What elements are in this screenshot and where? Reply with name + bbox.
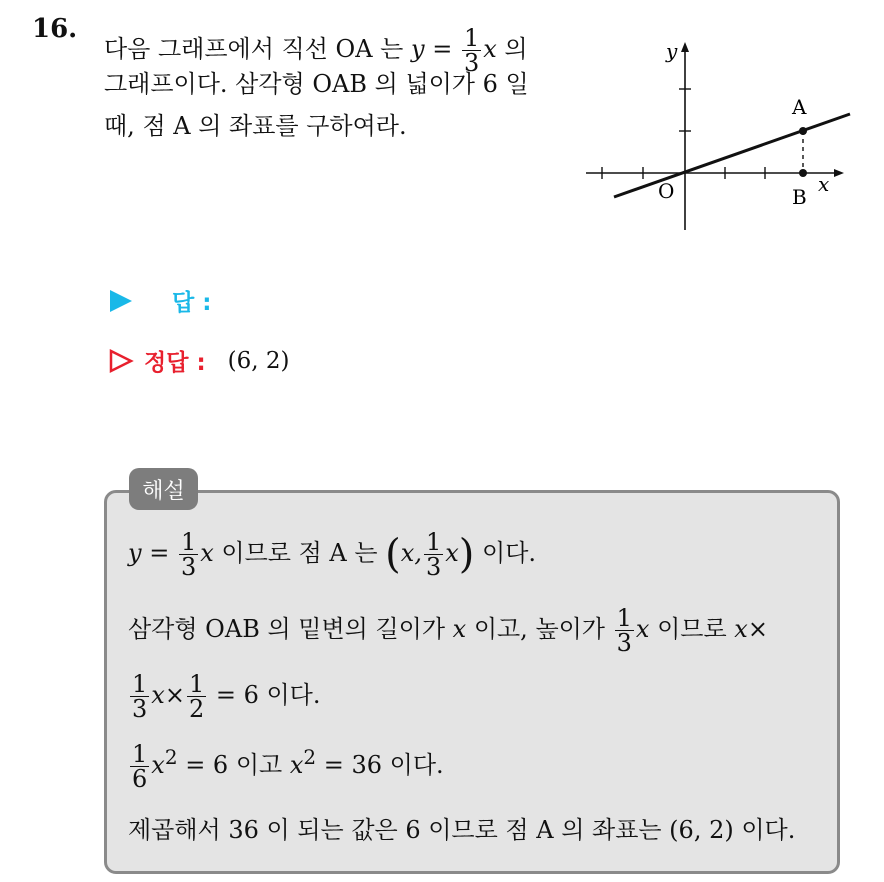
fraction-numerator: 1 [132, 740, 148, 768]
solution-tag: 해설 [129, 468, 198, 510]
solution-text: 이다. [474, 539, 537, 567]
play-triangle-icon [108, 288, 134, 314]
var-x: x [200, 539, 214, 567]
solution-text: = 6 이고 [177, 751, 290, 779]
fraction [130, 742, 149, 791]
var-y: y [128, 539, 142, 567]
superscript: 2 [164, 745, 178, 769]
var-x: x [289, 751, 304, 779]
question-line-2: 그래프이다. 삼각형 OAB 의 넓이가 6 일 [104, 70, 529, 98]
solution-text: 이므로 [649, 615, 735, 643]
question-number: 16. [32, 14, 78, 44]
fraction-numerator: 1 [132, 670, 148, 698]
open-paren: ( [385, 531, 401, 578]
equals-sign: = [424, 35, 460, 63]
fraction-numerator: 1 [188, 670, 205, 698]
answer-label: 답 : [172, 290, 212, 316]
var-x: x [452, 615, 467, 643]
solution-line-2 [128, 606, 768, 655]
solution-line-4 [128, 742, 444, 791]
outline-triangle-icon [108, 348, 134, 374]
fraction [424, 530, 443, 579]
point-b [799, 169, 807, 177]
solution-text: 삼각형 OAB 의 밑변의 길이가 [128, 615, 453, 643]
var-x: x [635, 615, 650, 643]
fraction-denominator: 3 [616, 629, 632, 657]
point-a-label: A [792, 95, 807, 119]
correct-answer-value: (6, 2) [227, 347, 290, 374]
superscript: 2 [303, 745, 317, 769]
correct-answer-label: 정답 : [144, 350, 206, 376]
correct-answer-row [108, 344, 290, 377]
x-axis-arrow-icon [834, 169, 844, 177]
solution-line-3 [128, 672, 320, 721]
answer-row [108, 284, 211, 317]
question-text: 의 [496, 35, 528, 63]
var-x: x, [400, 539, 422, 567]
times-sign: × [164, 681, 185, 709]
origin-label: O [658, 179, 675, 203]
fraction-numerator: 1 [180, 528, 197, 556]
equals-sign: = [141, 539, 177, 567]
close-paren: ) [458, 531, 475, 578]
var-x: x [151, 681, 165, 709]
fraction-denominator: 6 [132, 765, 148, 793]
fraction [130, 672, 149, 721]
solution-text: 이고, 높이가 [466, 615, 613, 643]
var-x: x [445, 539, 459, 567]
point-b-label: B [792, 185, 807, 209]
solution-text: = 6 이다. [208, 681, 321, 709]
fraction-numerator: 1 [425, 528, 442, 556]
solution-text: 이므로 점 A 는 [213, 539, 386, 567]
solution-line-1 [128, 530, 536, 579]
var-x: x [151, 751, 165, 779]
fraction [179, 530, 198, 579]
x-axis-label: x [818, 172, 830, 196]
fraction-numerator: 1 [616, 604, 632, 632]
fraction [187, 672, 206, 721]
fraction-denominator: 3 [425, 553, 442, 581]
var-x: x [734, 615, 748, 643]
var-x: x [483, 35, 497, 63]
coordinate-graph [582, 38, 854, 238]
solution-text: = 36 이다. [316, 751, 444, 779]
fraction-numerator: 1 [463, 24, 480, 52]
fraction-denominator: 3 [132, 695, 148, 723]
question-text: 다음 그래프에서 직선 OA 는 [104, 35, 411, 63]
fraction-denominator: 3 [180, 553, 197, 581]
line-oa [614, 114, 850, 197]
var-y: y [411, 35, 425, 63]
fraction-denominator: 3 [463, 49, 480, 77]
fraction-denominator: 2 [188, 695, 205, 723]
point-a [799, 127, 807, 135]
solution-line-5: 제곱해서 36 이 되는 값은 6 이므로 점 A 의 좌표는 (6, 2) 이다. [128, 816, 796, 844]
y-axis-arrow-icon [681, 42, 689, 52]
times-sign: × [747, 615, 768, 643]
fraction [615, 606, 634, 655]
y-axis-label: y [666, 39, 678, 63]
question-line-3: 때, 점 A 의 좌표를 구하여라. [104, 112, 407, 140]
